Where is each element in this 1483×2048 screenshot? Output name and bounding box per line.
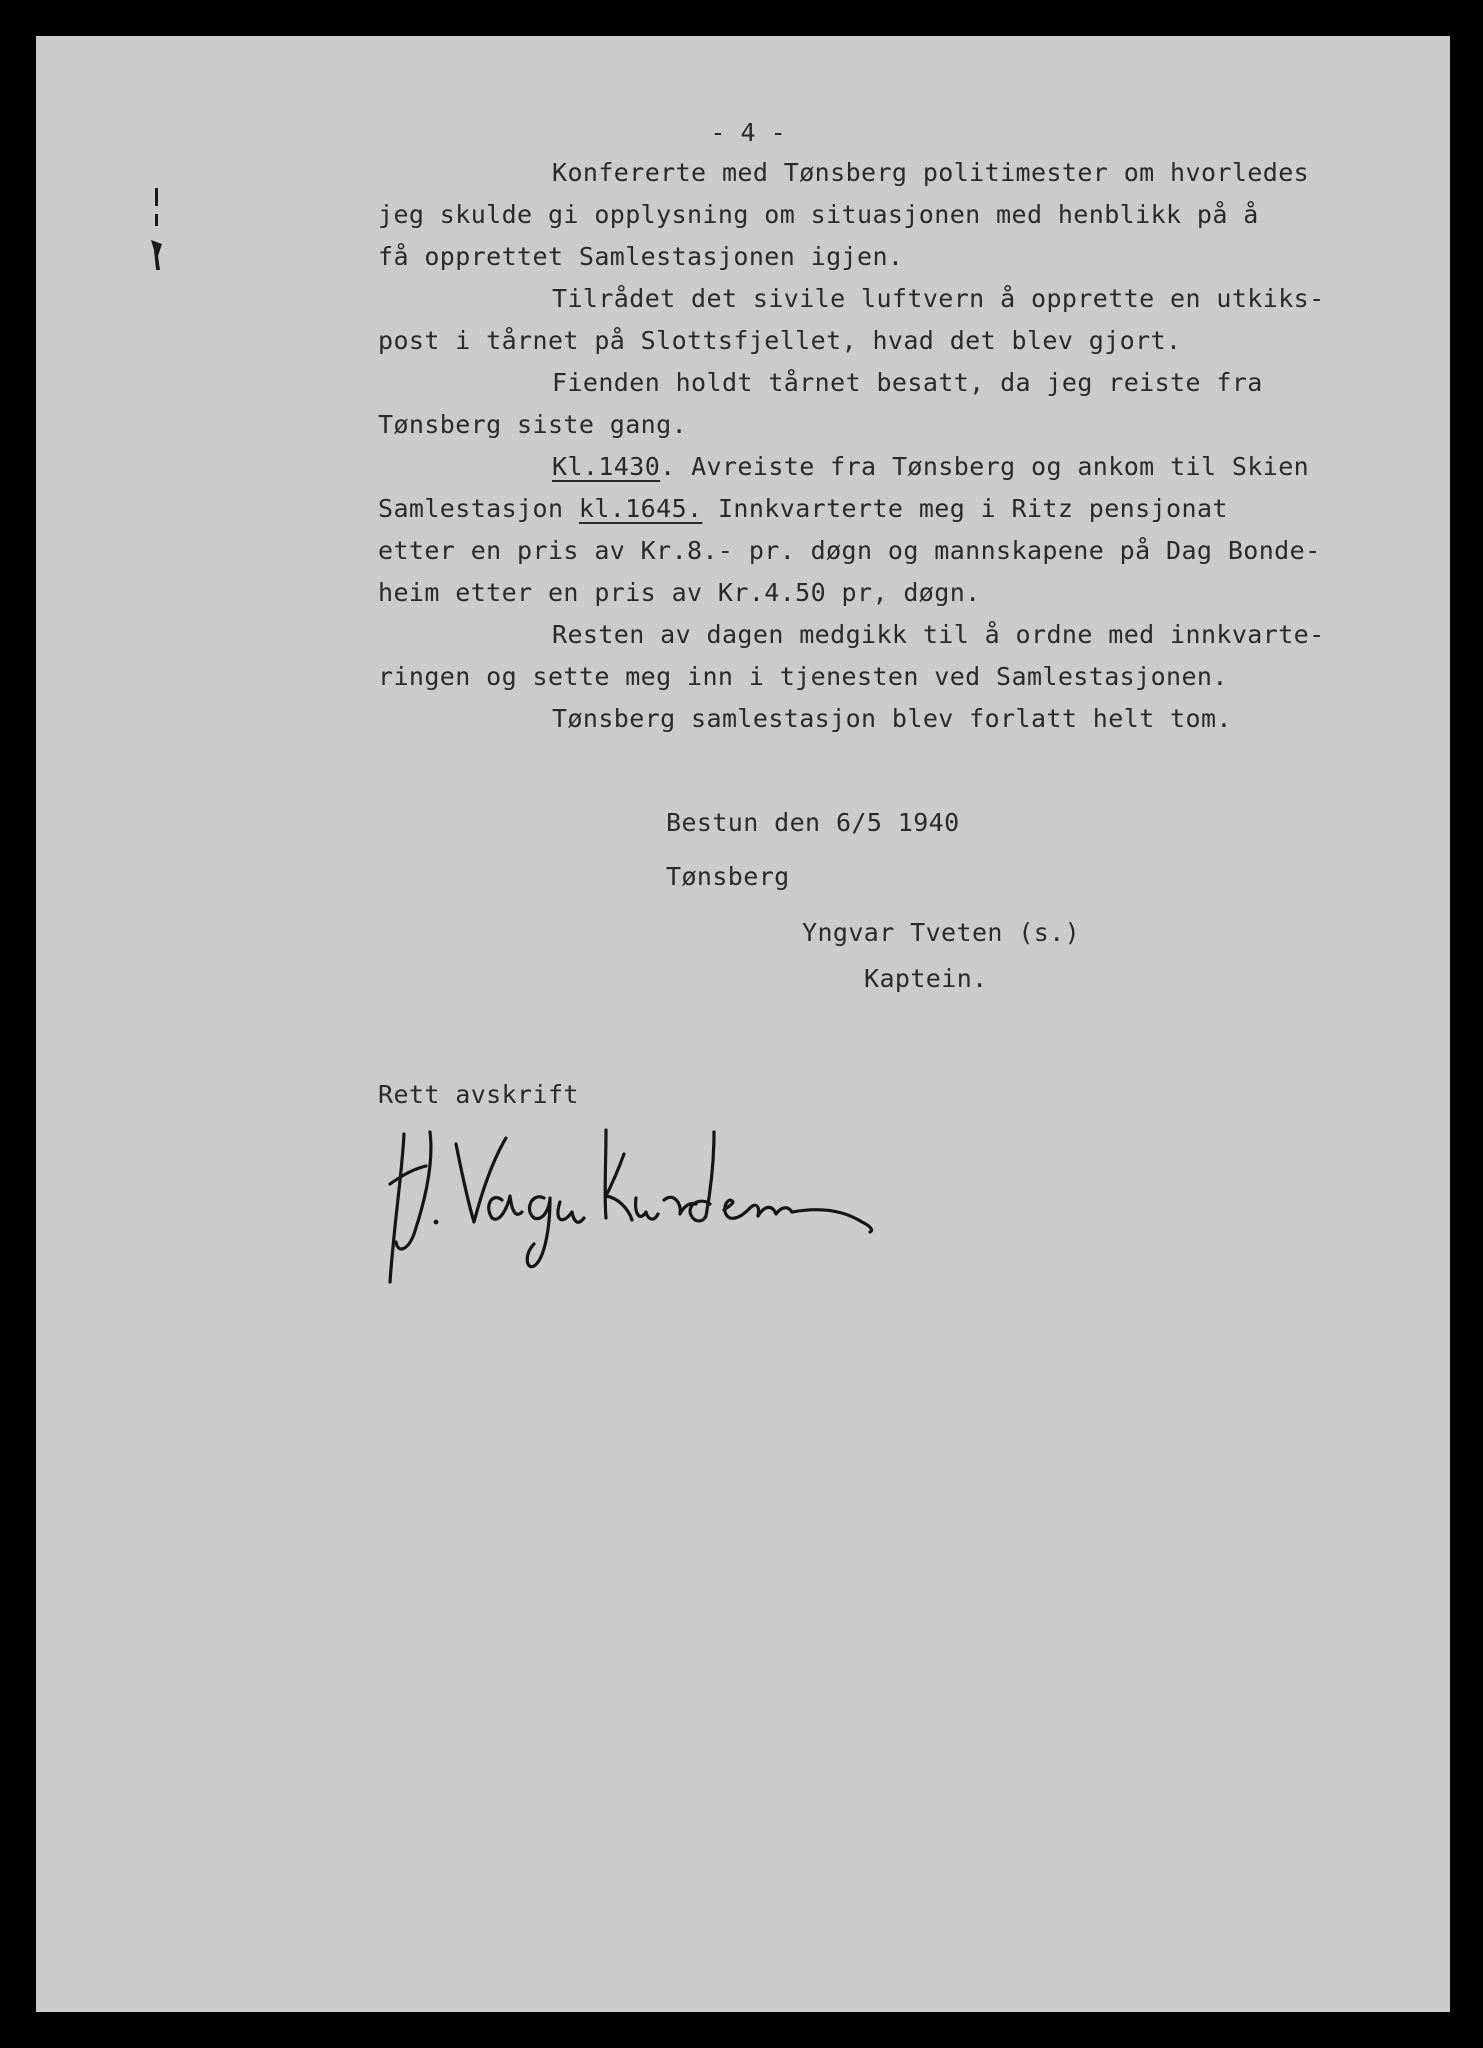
text-line: Fienden holdt tårnet besatt, da jeg reiste fra [552,368,1263,397]
text-line: post i tårnet på Slottsfjellet, hvad det blev gjort. [378,326,1182,355]
signatory-title: Kaptein. [864,964,988,993]
place-date: Bestun den 6/5 1940 [666,808,960,837]
signatory-name: Yngvar Tveten (s.) [802,918,1081,947]
text-line: Tønsberg siste gang. [378,410,688,439]
certification-note: Rett avskrift [378,1080,579,1109]
text-span: Samlestasjon [378,494,579,523]
text-line: Konfererte med Tønsberg politimester om hvorledes [552,158,1310,187]
text-line [552,454,1309,479]
text-span: Innkvarterte meg i Ritz pensjonat [702,494,1228,523]
text-line: ringen og sette meg inn i tjenesten ved Samlestasjonen. [378,662,1228,691]
text-line: etter en pris av Kr.8.- pr. døgn og mannskapene på Dag Bonde- [378,536,1321,565]
text-span: . Avreiste fra Tønsberg og ankom til Skien [660,452,1310,481]
handwritten-signature-icon [384,1114,884,1294]
text-line: Tilrådet det sivile luftvern å opprette en utkiks- [552,284,1325,313]
text-line: Resten av dagen medgikk til å ordne med innkvarte- [552,620,1325,649]
text-line: heim etter en pris av Kr.4.50 pr, døgn. [378,578,981,607]
text-line: jeg skulde gi opplysning om situasjonen med henblikk på å [378,200,1259,229]
text-line: få opprettet Samlestasjonen igjen. [378,242,904,271]
location: Tønsberg [666,862,790,891]
document-page [36,36,1450,2012]
time-underlined: Kl.1430 [552,452,661,481]
text-line [378,496,1228,521]
time-underlined: kl.1645. [578,494,703,523]
margin-mark-icon [150,188,164,278]
page-number: - 4 - [710,118,786,147]
text-line: Tønsberg samlestasjon blev forlatt helt tom. [552,704,1232,733]
